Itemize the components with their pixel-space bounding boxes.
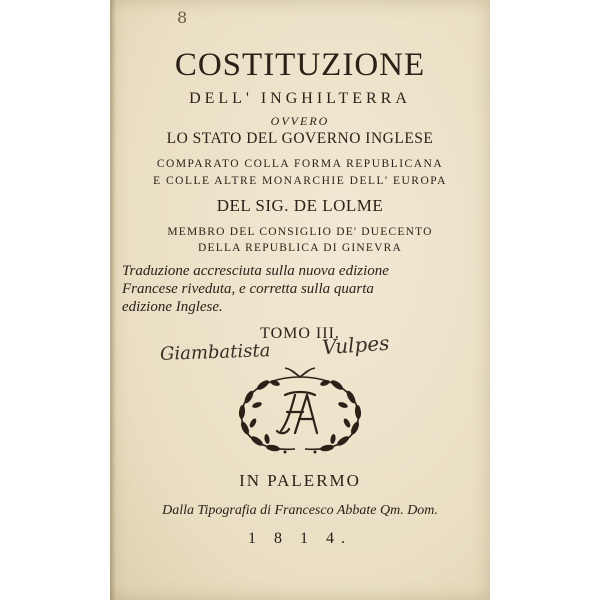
membership-line-2: DELLA REPUBLICA DI GINEVRA — [197, 242, 402, 254]
book-title: COSTITUZIONE — [174, 47, 426, 83]
imprint-place: IN PALERMO — [239, 471, 361, 490]
signature-last-name: Vulpes — [321, 330, 391, 360]
corner-pencil-mark: 8 — [177, 8, 188, 27]
publication-year: 1 8 1 4. — [248, 530, 352, 547]
translation-note-line-3: edizione Inglese. — [122, 299, 223, 315]
comparison-line-1: COMPARATO COLLA FORMA REPUBLICANA — [156, 158, 444, 170]
subtitle-line-2: LO STATO DEL GOVERNO INGLESE — [166, 130, 434, 147]
subtitle-line-1: DELL' INGHILTERRA — [189, 90, 411, 107]
author-line: DEL SIG. DE LOLME — [216, 196, 384, 215]
membership-line-1: MEMBRO DEL CONSIGLIO DE' DUECENTO — [167, 226, 433, 238]
volume-label: TOMO III. — [260, 325, 340, 342]
signature-first-name: Giambatista — [159, 340, 271, 365]
translation-note-line-1: Traduzione accresciuta sulla nuova edizione — [122, 263, 389, 279]
printer-line: Dalla Tipografia di Francesco Abbate Qm. Dom. — [162, 503, 438, 518]
book-page — [110, 0, 490, 600]
translation-note-line-2: Francese riveduta, e corretta sulla quarta — [122, 281, 374, 297]
laurel-wreath-monogram-icon — [215, 365, 385, 455]
ovvero-text: OVVERO — [270, 114, 330, 128]
comparison-line-2: E COLLE ALTRE MONARCHIE DELL' EUROPA — [153, 175, 447, 187]
